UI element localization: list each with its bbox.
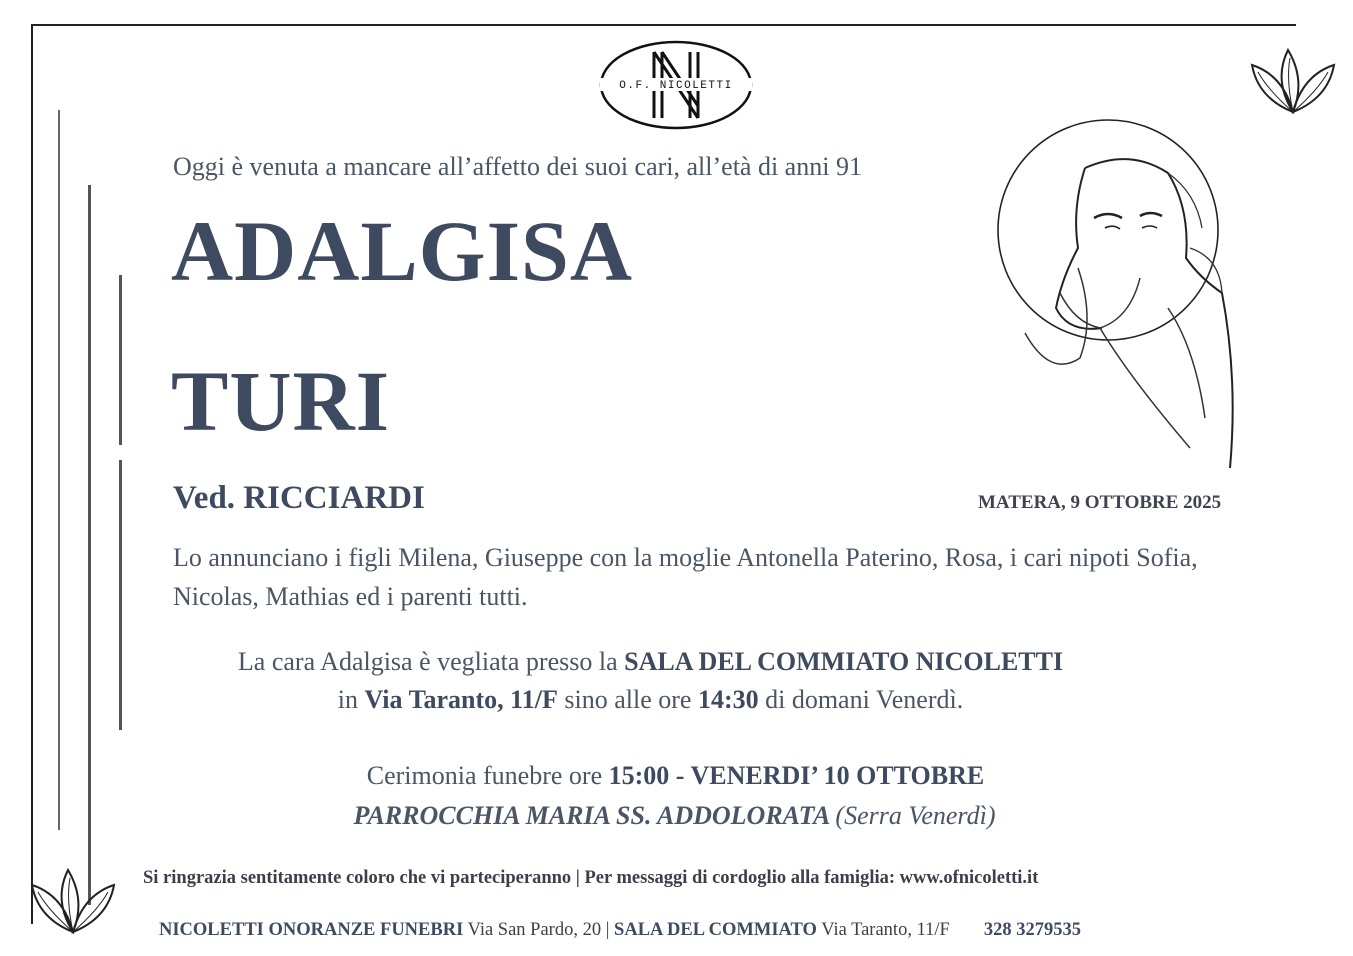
deceased-last-name: TURI xyxy=(171,353,391,449)
church-name: PARROCCHIA MARIA SS. ADDOLORATA xyxy=(353,801,829,830)
church-area: (Serra Venerdì) xyxy=(835,801,996,830)
footer-company: NICOLETTI ONORANZE FUNEBRI xyxy=(159,920,464,940)
church-line xyxy=(0,801,1351,831)
wake-time: 14:30 xyxy=(697,685,759,714)
padre-pio-illustration xyxy=(990,118,1250,473)
place-date: MATERA, 9 OTTOBRE 2025 xyxy=(978,492,1222,513)
footer: NICOLETTI ONORANZE FUNEBRI Via San Pardo, 20 | SALA DEL COMMIATO Via Taranto, 11/F 328 3279535 xyxy=(159,920,1081,940)
deceased-first-name: ADALGISA xyxy=(171,203,633,299)
wake-line-2: in Via Taranto, 11/F sino alle ore 14:30 di domani Venerdì. xyxy=(337,685,964,714)
decorative-line xyxy=(58,110,60,830)
leaf-ornament-icon xyxy=(1248,20,1338,115)
wake-address: Via Taranto, 11/F xyxy=(364,685,558,714)
intro-text: Oggi è venuta a mancare all’affetto dei suoi cari, all’età di anni 91 xyxy=(173,152,862,181)
funeral-line: Cerimonia funebre ore 15:00 - VENERDI’ 10 OTTOBRE xyxy=(366,761,985,790)
footer-hall: SALA DEL COMMIATO xyxy=(614,920,817,940)
decorative-line xyxy=(119,275,122,445)
leaf-ornament-icon xyxy=(28,840,118,935)
company-logo xyxy=(598,40,754,130)
decorative-line xyxy=(88,185,91,905)
border-top xyxy=(31,24,1296,26)
thanks-text: Si ringrazia sentitamente coloro che vi parteciperanno | Per messaggi di cordoglio alla famiglia: www.ofnicoletti.it xyxy=(143,868,1039,888)
wake-line-1: La cara Adalgisa è vegliata presso la SALA DEL COMMIATO NICOLETTI xyxy=(237,647,1064,676)
funeral-when: 15:00 - VENERDI’ 10 OTTOBRE xyxy=(608,761,985,790)
widow-of: Ved. RICCIARDI xyxy=(173,480,425,516)
announcement-text: Lo annunciano i figli Milena, Giuseppe con la moglie Antonella Paterino, Rosa, i cari nipoti Sofia, Nicolas, Mathias ed i parenti tutti. xyxy=(173,543,1198,611)
svg-text:O.F. NICOLETTI: O.F. NICOLETTI xyxy=(619,80,733,92)
footer-phone: 328 3279535 xyxy=(983,920,1081,940)
wake-location: SALA DEL COMMIATO NICOLETTI xyxy=(624,647,1064,676)
